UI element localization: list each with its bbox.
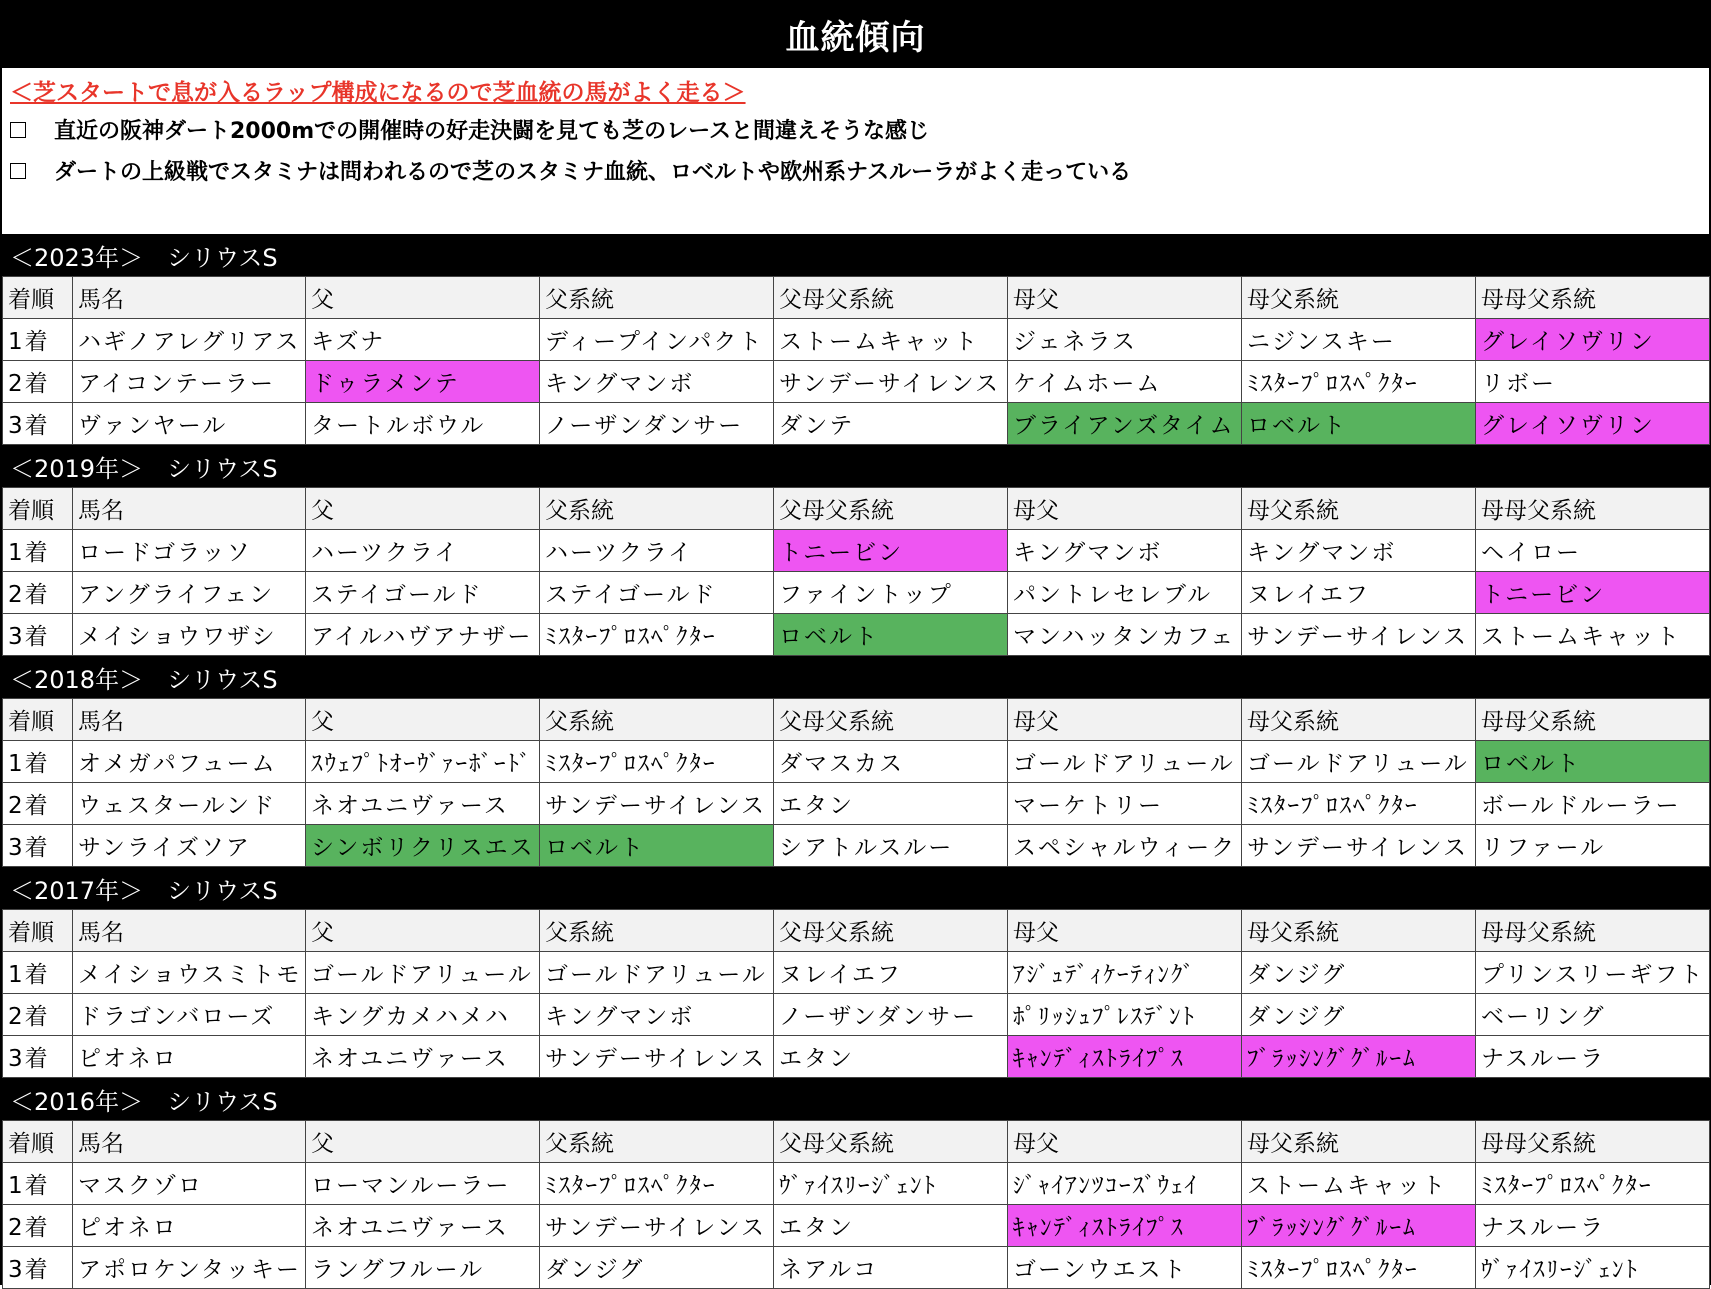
table-cell[interactable]: 3着 <box>3 1036 73 1078</box>
column-header[interactable]: 母母父系統 <box>1476 699 1710 741</box>
table-cell[interactable]: ナスルーラ <box>1476 1205 1710 1247</box>
table-cell[interactable]: ダンテ <box>774 403 1008 445</box>
note-item-2-text: ダートの上級戦でスタミナは問われるので芝のスタミナ血統、ロベルトや欧州系ナスルーラがよく走っている <box>54 160 1132 185</box>
pedigree-table <box>2 909 1710 1078</box>
column-header[interactable]: 着順 <box>3 277 73 319</box>
column-header[interactable]: 母父 <box>1008 488 1242 530</box>
table-cell[interactable]: キングカメハメハ <box>306 994 540 1036</box>
table-cell[interactable]: 2着 <box>3 1205 73 1247</box>
table-cell[interactable]: ストームキャット <box>774 319 1008 361</box>
table-cell[interactable]: ﾐｽﾀｰﾌﾟﾛｽﾍﾟｸﾀｰ <box>540 1163 774 1205</box>
column-header[interactable]: 母父 <box>1008 1121 1242 1163</box>
table-cell[interactable]: 3着 <box>3 1247 73 1289</box>
table-cell[interactable]: ﾎﾟﾘｯｼｭﾌﾟﾚｽﾃﾞﾝﾄ <box>1008 994 1242 1036</box>
table-cell[interactable]: アングライフェン <box>73 572 306 614</box>
column-header[interactable]: 着順 <box>3 699 73 741</box>
table-cell[interactable]: パントレセレブル <box>1008 572 1242 614</box>
table-cell[interactable]: サンデーサイレンス <box>774 361 1008 403</box>
table-cell[interactable]: ノーザンダンサー <box>540 403 774 445</box>
table-header-row <box>3 277 1710 319</box>
table-cell[interactable]: ドゥラメンテ <box>306 361 540 403</box>
table-cell[interactable]: ストームキャット <box>1242 1163 1476 1205</box>
section-header: ＜2017年＞ シリウスS <box>2 867 1709 909</box>
table-cell[interactable]: ヌレイエフ <box>1242 572 1476 614</box>
table-cell[interactable]: ステイゴールド <box>540 572 774 614</box>
table-cell[interactable]: 1着 <box>3 741 73 783</box>
table-cell[interactable]: ドラゴンバローズ <box>73 994 306 1036</box>
table-header-row <box>3 1121 1710 1163</box>
table-cell[interactable]: ダンジグ <box>540 1247 774 1289</box>
table-cell[interactable]: ﾌﾞﾗｯｼﾝｸﾞｸﾞﾙｰﾑ <box>1242 1205 1476 1247</box>
column-header[interactable]: 父系統 <box>540 277 774 319</box>
table-cell[interactable]: ネアルコ <box>774 1247 1008 1289</box>
column-header[interactable]: 父母父系統 <box>774 1121 1008 1163</box>
column-header[interactable]: 父母父系統 <box>774 277 1008 319</box>
table-cell[interactable]: ゴールドアリュール <box>1008 741 1242 783</box>
table-cell[interactable]: ニジンスキー <box>1242 319 1476 361</box>
table-cell[interactable]: ネオユニヴァース <box>306 783 540 825</box>
table-cell[interactable]: 1着 <box>3 530 73 572</box>
table-cell[interactable]: キングマンボ <box>540 994 774 1036</box>
table-cell[interactable]: ゴールドアリュール <box>1242 741 1476 783</box>
table-cell[interactable]: プリンスリーギフト <box>1476 952 1710 994</box>
column-header[interactable]: 母父系統 <box>1242 1121 1476 1163</box>
table-cell[interactable]: ゴールドアリュール <box>306 952 540 994</box>
table-row <box>3 361 1710 403</box>
race-section <box>2 445 1709 656</box>
table-cell[interactable]: ネオユニヴァース <box>306 1205 540 1247</box>
column-header[interactable]: 父系統 <box>540 910 774 952</box>
race-section <box>2 656 1709 867</box>
section-header: ＜2016年＞ シリウスS <box>2 1078 1709 1120</box>
table-cell[interactable]: シンボリクリスエス <box>306 825 540 867</box>
sheet-title-text: 血統傾向 <box>785 17 926 58</box>
table-cell[interactable]: ロベルト <box>1242 403 1476 445</box>
table-cell[interactable]: ハーツクライ <box>540 530 774 572</box>
table-cell[interactable]: ヌレイエフ <box>774 952 1008 994</box>
column-header[interactable]: 母父系統 <box>1242 910 1476 952</box>
column-header[interactable]: 父 <box>306 277 540 319</box>
column-header[interactable]: 母父 <box>1008 699 1242 741</box>
table-cell[interactable]: キングマンボ <box>1242 530 1476 572</box>
section-header: ＜2023年＞ シリウスS <box>2 234 1709 276</box>
table-row <box>3 741 1710 783</box>
table-cell[interactable]: サンデーサイレンス <box>540 1036 774 1078</box>
table-cell[interactable]: ヘイロー <box>1476 530 1710 572</box>
table-row <box>3 614 1710 656</box>
table-cell[interactable]: ｽｳｪﾌﾟﾄｵｰｳﾞｧｰﾎﾞｰﾄﾞ <box>306 741 540 783</box>
column-header[interactable]: 父 <box>306 910 540 952</box>
table-row <box>3 530 1710 572</box>
table-cell[interactable]: マンハッタンカフェ <box>1008 614 1242 656</box>
table-cell[interactable]: ロベルト <box>540 825 774 867</box>
section-header: ＜2019年＞ シリウスS <box>2 445 1709 487</box>
table-row <box>3 403 1710 445</box>
table-cell[interactable]: ステイゴールド <box>306 572 540 614</box>
table-cell[interactable]: アイルハヴアナザー <box>306 614 540 656</box>
table-cell[interactable]: ラングフルール <box>306 1247 540 1289</box>
pedigree-table <box>2 487 1710 656</box>
table-cell[interactable]: ダマスカス <box>774 741 1008 783</box>
table-cell[interactable]: ﾐｽﾀｰﾌﾟﾛｽﾍﾟｸﾀｰ <box>540 741 774 783</box>
table-cell[interactable]: サンライズソア <box>73 825 306 867</box>
table-cell[interactable]: ｳﾞｧｲｽﾘｰｼﾞｪﾝﾄ <box>1476 1247 1710 1289</box>
column-header[interactable]: 父母父系統 <box>774 488 1008 530</box>
table-cell[interactable]: 3着 <box>3 403 73 445</box>
table-cell[interactable]: ディープインパクト <box>540 319 774 361</box>
table-cell[interactable]: ケイムホーム <box>1008 361 1242 403</box>
table-header-row <box>3 699 1710 741</box>
column-header[interactable]: 母父系統 <box>1242 277 1476 319</box>
table-cell[interactable]: メイショウスミトモ <box>73 952 306 994</box>
column-header[interactable]: 母父系統 <box>1242 488 1476 530</box>
table-cell[interactable]: ジェネラス <box>1008 319 1242 361</box>
table-cell[interactable]: スペシャルウィーク <box>1008 825 1242 867</box>
table-cell[interactable]: ナスルーラ <box>1476 1036 1710 1078</box>
table-cell[interactable]: ファイントップ <box>774 572 1008 614</box>
note-item-2 <box>10 155 1131 186</box>
note-item-1-text: 直近の阪神ダート2000mでの開催時の好走決闘を見ても芝のレースと間違えそうな感じ <box>54 119 930 144</box>
table-cell[interactable]: ボールドルーラー <box>1476 783 1710 825</box>
table-cell[interactable]: キズナ <box>306 319 540 361</box>
table-cell[interactable]: 2着 <box>3 994 73 1036</box>
table-cell[interactable]: タートルボウル <box>306 403 540 445</box>
table-cell[interactable]: ローマンルーラー <box>306 1163 540 1205</box>
table-row <box>3 1247 1710 1289</box>
table-row <box>3 572 1710 614</box>
pedigree-table <box>2 698 1710 867</box>
table-header-row <box>3 488 1710 530</box>
column-header[interactable]: 着順 <box>3 910 73 952</box>
table-cell[interactable]: ﾌﾞﾗｯｼﾝｸﾞｸﾞﾙｰﾑ <box>1242 1036 1476 1078</box>
race-section <box>2 1078 1709 1289</box>
table-cell[interactable]: エタン <box>774 1036 1008 1078</box>
table-cell[interactable]: ﾐｽﾀｰﾌﾟﾛｽﾍﾟｸﾀｰ <box>1476 1163 1710 1205</box>
table-cell[interactable]: トニービン <box>1476 572 1710 614</box>
table-cell[interactable]: ｷｬﾝﾃﾞｨｽﾄﾗｲﾌﾟｽ <box>1008 1036 1242 1078</box>
table-cell[interactable]: ﾐｽﾀｰﾌﾟﾛｽﾍﾟｸﾀｰ <box>1242 1247 1476 1289</box>
table-cell[interactable]: グレイソヴリン <box>1476 319 1710 361</box>
table-cell[interactable]: ロードゴラッソ <box>73 530 306 572</box>
table-cell[interactable]: ハギノアレグリアス <box>73 319 306 361</box>
notes-headline: ＜芝スタートで息が入るラップ構成になるので芝血統の馬がよく走る＞ <box>10 80 746 106</box>
notes-block <box>2 68 1709 234</box>
table-cell[interactable]: サンデーサイレンス <box>540 1205 774 1247</box>
table-cell[interactable]: リファール <box>1476 825 1710 867</box>
table-cell[interactable]: ゴールドアリュール <box>540 952 774 994</box>
column-header[interactable]: 母父 <box>1008 277 1242 319</box>
table-cell[interactable]: ハーツクライ <box>306 530 540 572</box>
column-header[interactable]: 父系統 <box>540 488 774 530</box>
table-cell[interactable]: 2着 <box>3 361 73 403</box>
table-row <box>3 319 1710 361</box>
table-cell[interactable]: キングマンボ <box>540 361 774 403</box>
race-section <box>2 867 1709 1078</box>
note-item-1 <box>10 114 929 145</box>
table-cell[interactable]: アイコンテーラー <box>73 361 306 403</box>
column-header[interactable]: 母母父系統 <box>1476 277 1710 319</box>
column-header[interactable]: 父系統 <box>540 699 774 741</box>
table-cell[interactable]: 3着 <box>3 614 73 656</box>
table-row <box>3 783 1710 825</box>
table-cell[interactable]: ベーリング <box>1476 994 1710 1036</box>
table-cell[interactable]: ｼﾞｬｲｱﾝﾂｺｰｽﾞｳｪｲ <box>1008 1163 1242 1205</box>
table-cell[interactable]: シアトルスルー <box>774 825 1008 867</box>
table-cell[interactable]: サンデーサイレンス <box>1242 614 1476 656</box>
table-cell[interactable]: メイショウワザシ <box>73 614 306 656</box>
table-cell[interactable]: ダンジグ <box>1242 952 1476 994</box>
table-cell[interactable]: マーケトリー <box>1008 783 1242 825</box>
table-cell[interactable]: ノーザンダンサー <box>774 994 1008 1036</box>
table-row <box>3 1036 1710 1078</box>
column-header[interactable]: 父母父系統 <box>774 699 1008 741</box>
table-cell[interactable]: 1着 <box>3 1163 73 1205</box>
table-cell[interactable]: エタン <box>774 1205 1008 1247</box>
table-cell[interactable]: サンデーサイレンス <box>540 783 774 825</box>
column-header[interactable]: 馬名 <box>73 277 306 319</box>
column-header[interactable]: 母母父系統 <box>1476 910 1710 952</box>
table-cell[interactable]: 3着 <box>3 825 73 867</box>
sheet-title <box>2 0 1709 68</box>
table-row <box>3 994 1710 1036</box>
table-cell[interactable]: ﾐｽﾀｰﾌﾟﾛｽﾍﾟｸﾀｰ <box>1242 783 1476 825</box>
race-sections <box>2 234 1709 1289</box>
column-header[interactable]: 着順 <box>3 1121 73 1163</box>
column-header[interactable]: 父系統 <box>540 1121 774 1163</box>
column-header[interactable]: 馬名 <box>73 910 306 952</box>
column-header[interactable]: 母母父系統 <box>1476 488 1710 530</box>
table-cell[interactable]: ロベルト <box>1476 741 1710 783</box>
column-header[interactable]: 父 <box>306 1121 540 1163</box>
table-cell[interactable]: ブライアンズタイム <box>1008 403 1242 445</box>
table-cell[interactable]: ヴァンヤール <box>73 403 306 445</box>
pedigree-table <box>2 276 1710 445</box>
table-cell[interactable]: ｳﾞｧｲｽﾘｰｼﾞｪﾝﾄ <box>774 1163 1008 1205</box>
table-cell[interactable]: ネオユニヴァース <box>306 1036 540 1078</box>
column-header[interactable]: 着順 <box>3 488 73 530</box>
table-cell[interactable]: ウェスタールンド <box>73 783 306 825</box>
table-cell[interactable]: 2着 <box>3 783 73 825</box>
column-header[interactable]: 母母父系統 <box>1476 1121 1710 1163</box>
table-cell[interactable]: ダンジグ <box>1242 994 1476 1036</box>
table-cell[interactable]: 2着 <box>3 572 73 614</box>
column-header[interactable]: 馬名 <box>73 488 306 530</box>
table-cell[interactable]: 1着 <box>3 952 73 994</box>
checkbox-icon[interactable] <box>10 163 26 179</box>
table-header-row <box>3 910 1710 952</box>
pedigree-table <box>2 1120 1710 1289</box>
table-cell[interactable]: キングマンボ <box>1008 530 1242 572</box>
table-cell[interactable]: アポロケンタッキー <box>73 1247 306 1289</box>
column-header[interactable]: 父 <box>306 699 540 741</box>
table-cell[interactable]: グレイソヴリン <box>1476 403 1710 445</box>
race-section <box>2 234 1709 445</box>
table-cell[interactable]: ストームキャット <box>1476 614 1710 656</box>
column-header[interactable]: 母父系統 <box>1242 699 1476 741</box>
column-header[interactable]: 父 <box>306 488 540 530</box>
table-cell[interactable]: リボー <box>1476 361 1710 403</box>
table-cell[interactable]: トニービン <box>774 530 1008 572</box>
table-row <box>3 1163 1710 1205</box>
column-header[interactable]: 父母父系統 <box>774 910 1008 952</box>
table-cell[interactable]: ピオネロ <box>73 1205 306 1247</box>
section-header: ＜2018年＞ シリウスS <box>2 656 1709 698</box>
table-cell[interactable]: 1着 <box>3 319 73 361</box>
table-cell[interactable]: マスクゾロ <box>73 1163 306 1205</box>
column-header[interactable]: 馬名 <box>73 1121 306 1163</box>
table-cell[interactable]: ﾐｽﾀｰﾌﾟﾛｽﾍﾟｸﾀｰ <box>540 614 774 656</box>
table-cell[interactable]: ｱｼﾞｭﾃﾞｨｹｰﾃｨﾝｸﾞ <box>1008 952 1242 994</box>
column-header[interactable]: 馬名 <box>73 699 306 741</box>
table-row <box>3 952 1710 994</box>
table-cell[interactable]: ﾐｽﾀｰﾌﾟﾛｽﾍﾟｸﾀｰ <box>1242 361 1476 403</box>
table-cell[interactable]: ロベルト <box>774 614 1008 656</box>
table-cell[interactable]: ｷｬﾝﾃﾞｨｽﾄﾗｲﾌﾟｽ <box>1008 1205 1242 1247</box>
column-header[interactable]: 母父 <box>1008 910 1242 952</box>
table-cell[interactable]: ゴーンウエスト <box>1008 1247 1242 1289</box>
checkbox-icon[interactable] <box>10 122 26 138</box>
table-cell[interactable]: オメガパフューム <box>73 741 306 783</box>
table-cell[interactable]: サンデーサイレンス <box>1242 825 1476 867</box>
table-cell[interactable]: ピオネロ <box>73 1036 306 1078</box>
table-row <box>3 825 1710 867</box>
table-row <box>3 1205 1710 1247</box>
table-cell[interactable]: エタン <box>774 783 1008 825</box>
